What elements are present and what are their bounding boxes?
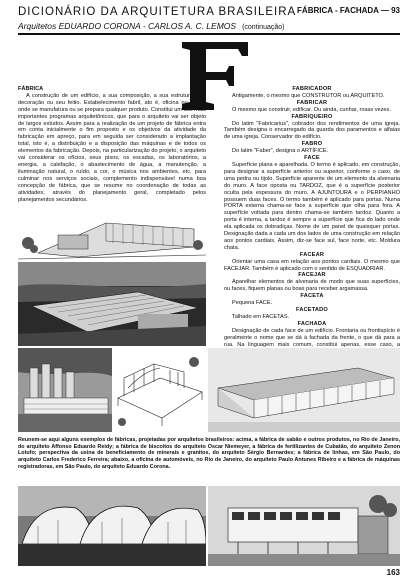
- entry-body-face: Superfície plana e aparelhada. O termo é aplicado, em construção, para designar a superfície anterior ou superior, conforme o caso, de uma pedra ou tijolo. Superfície aparente de um elemento da alvenaria do muro. A face oposta ou TARDOZ, que é a superfície posterior oculta pela espessura do muro. A AJUNTOURA e o PERPIANHO possuem duas faces. O termo também é aplicado para portas. Numa PORTA externa chama-se face a superfície que olha para fora. A superfície voltada para dentro chama-se também tardoz. Quanto a porta é interna, a tardoz é sempre a superfície que fica do lado onde ela aplicada os dobradiças. Nome de um panel de quaisquer portas. Designação dada a cada um dos lados de uma construção em relação aos pontos cardiais. Assim, diz-se face sul, face norte, etc. Moldura chata.: [224, 161, 400, 251]
- right-column: [224, 86, 400, 362]
- dictionary-title: DICIONÁRIO DA ARQUITETURA BRASILEIRA: [18, 6, 297, 18]
- left-column: [18, 86, 206, 203]
- figure-caption: Reunem-se aqui alguns exemplos de fábricas, projetadas por arquitetos brasileiros: acima, a fábrica de sabão e outros produtos, no Rio de Janeiro, do arquiteto Affonso Eduardo Reidy; a fábrica de biscoitos do arquiteto Oscar Niemeyer, a fábrica de fertilizantes de Cubatão, do arquiteto Zenon Lotufo; perspectiva da usina de beneficiamento de minerais e granitos, do arquiteto Sérgio Bernardes; a fábrica de linhas, em São Paulo, do arquiteto Carlos Frederico Ferreira; abaixo, a oficina de automóveis, no Rio de Janeiro, do arquiteto Paulo Antunes Ribeiro e a fábrica de máquinas registradoras, em São Paulo, do arquiteto Eduardo Corona.: [18, 437, 400, 470]
- entry-heading-fabricador: FABRICADOR: [292, 86, 332, 92]
- entry-heading-fabriqueiro: FABRIQUEIRO: [291, 113, 333, 120]
- authors-line: [18, 21, 284, 31]
- page-number: 163: [386, 568, 400, 577]
- entry-body-fabro: Do latim "Faber", designa o ARTÍFICE.: [232, 148, 329, 155]
- entry-heading-fabrica: FÁBRICA: [18, 86, 44, 92]
- continuation-note: (continuação): [242, 24, 285, 31]
- entry-body-fabricar: O mesmo que construir, edificar. Ou ainda, cunhar, rosas vezes.: [232, 106, 391, 113]
- entry-heading-fachada: FACHADA: [297, 320, 327, 327]
- entry-heading-facetado: FACETADO: [296, 307, 328, 313]
- entry-heading-fabro: FABRO: [301, 141, 323, 148]
- entry-body-facetado: Talhado em FACETAS.: [232, 313, 290, 320]
- entry-body-fabriqueiro: Do latim "Fabricarius", cobrador dos rendimentos de uma igreja. Também designa o encarregado da guarda dos paramentos e alfaias de uma igreja. Conservador do edifício.: [224, 120, 400, 141]
- cash-register-factory-photo: [208, 486, 400, 566]
- running-head: FÁBRICA - FACHADA — 93: [297, 6, 400, 15]
- entry-body-fabricador: Antigamente, o mesmo que CONSTRUTOR ou ARQUITETO.: [232, 92, 385, 99]
- entry-heading-fabricar: FABRICAR: [296, 99, 328, 106]
- automobile-workshop-photo: [18, 486, 206, 566]
- soap-factory-drawing: [18, 205, 206, 261]
- entry-body-facejar: Aparelhar elementos de alvenaria de modo que suas superfícies, ou faces, fiquem planas ou boas para receber argamassa.: [224, 279, 400, 293]
- biscuit-factory-photo: [18, 262, 206, 346]
- entry-body-fabrica: A construção de um edifício, a sua composição, a sua estrutura, sua decoração ou seu feitio. Estabelecimento fabril, ato é, oficina ou prédio onde se manufatura ou se prepara qualquer produto. Constitui um dos mais importantes programas arquitetônicos, que para o arquiteto vai ser objeto de largos estudos. Assim para a realização de um projeto de fábrica entra em conta inicialmente o fim proposto e os objetivos da atividade da fabricação em apreço, para em seguida ser considerado a implantação total, isto é, a distribuição e a disposição das máquinas e de todos os elementos da fabricação. Depois, na particularização do projeto, o arquiteto vai considerar os ofícios, seus pisos, os escadas, os laboratórios, a energia, a calefação, o abastecimento de água, a manutenção, a iluminação natural, o ruído, a cor, o música nos ambientes, etc. para culminar nos serviços sociais, complemento indispensável numa boa concepção de fábrica, que se resume no coordenação de todas as atividades, através do planejamento geral, completado pelos planejamentos secundários.: [18, 92, 206, 203]
- header-rule: [18, 33, 400, 35]
- entry-heading-face: FACE: [304, 155, 320, 162]
- entry-heading-faceta: FACETA: [300, 293, 324, 300]
- authors: Arquitetos EDUARDO CORONA - CARLOS A. C. LEMOS: [18, 21, 237, 31]
- entry-body-facear: Orientar uma casa em relação aos pontos cardiais. O mesmo que FACEJAR. Também é aplicado com o sentido de ESQUADRIAR.: [224, 258, 400, 272]
- entry-heading-facejar: FACEJAR: [298, 272, 326, 279]
- entry-body-fachada: Designação de cada face de um edifício. Frontaria ou frontispício é geralmente o nome que se dá à fachada da frente, o que dá para a rua. Na linguagem mais comum, constitui apenas, esse caso, a: [224, 327, 400, 348]
- mineral-plant-perspective: [114, 348, 206, 432]
- entry-body-faceta: Pequena FACE.: [232, 300, 273, 307]
- fertilizer-factory-photo: [18, 348, 112, 432]
- thread-factory-photo: [208, 348, 400, 432]
- entry-heading-facear: FACEAR: [299, 251, 325, 258]
